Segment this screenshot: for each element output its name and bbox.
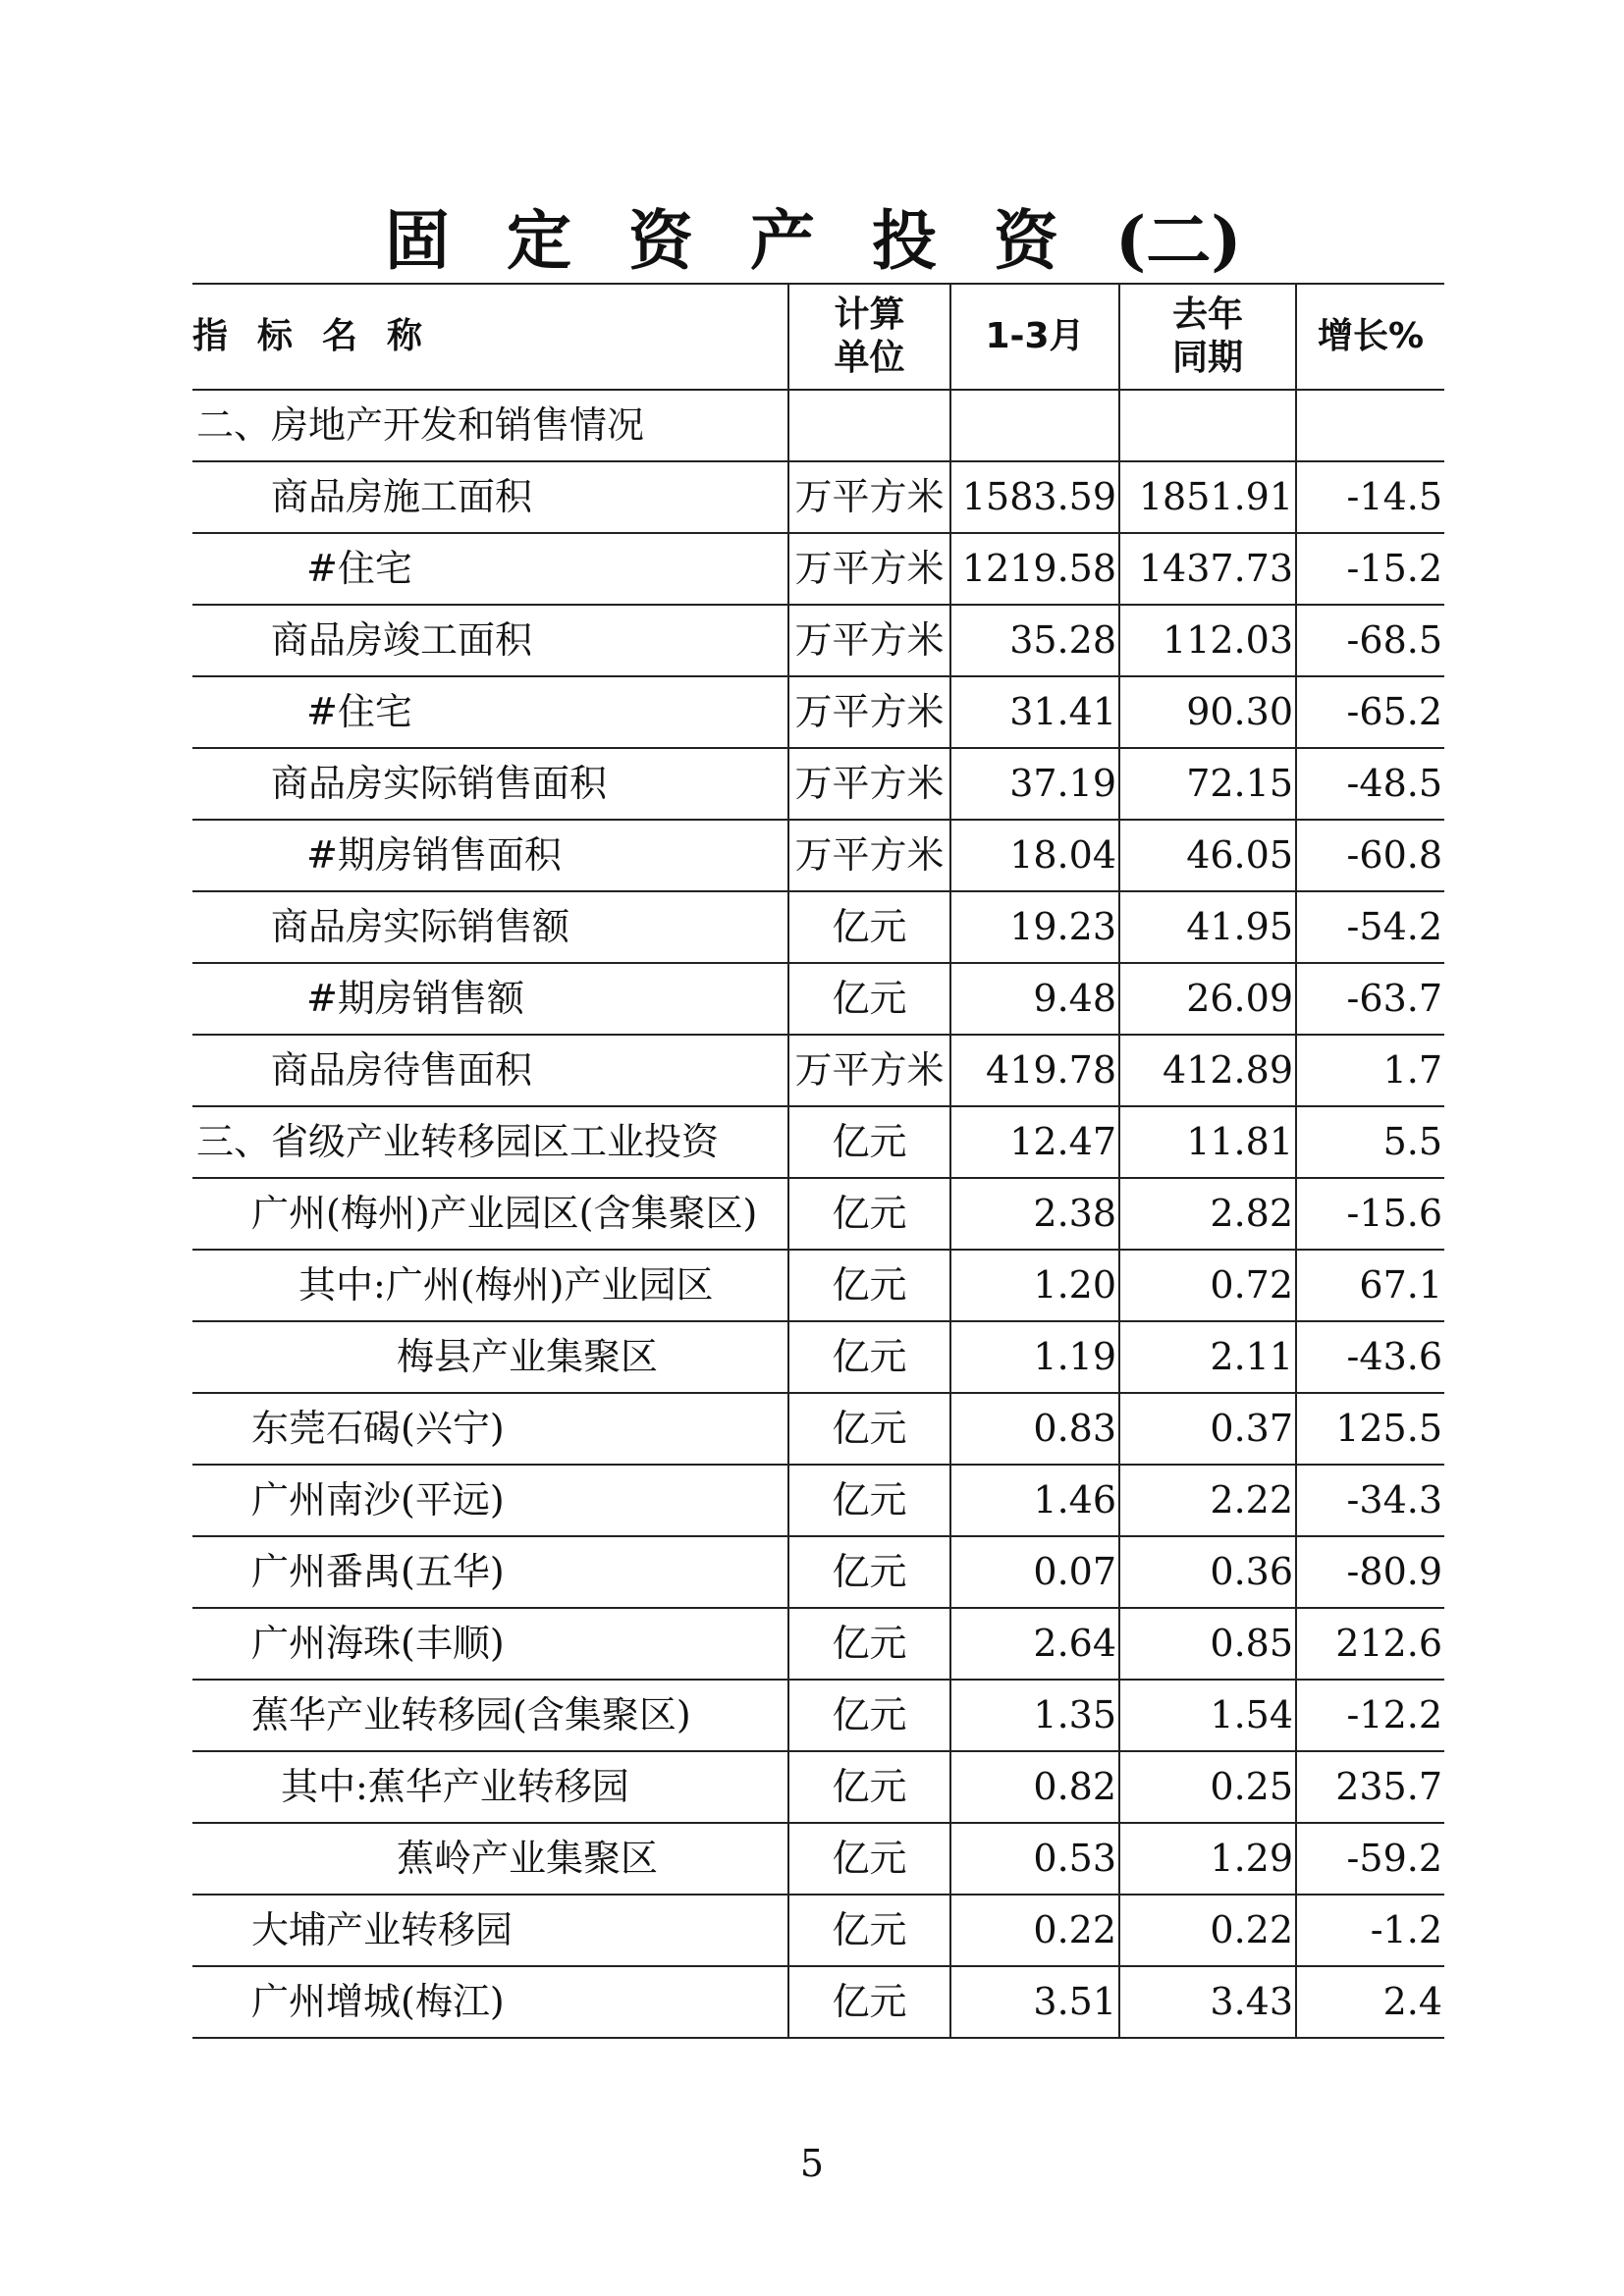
row-unit-cell: 亿元 — [788, 1250, 950, 1321]
row-previous-cell: 412.89 — [1119, 1035, 1296, 1106]
row-previous-cell: 11.81 — [1119, 1106, 1296, 1178]
row-growth-cell: 2.4 — [1296, 1966, 1444, 2038]
table-row — [192, 1966, 1444, 2038]
row-growth-cell: -43.6 — [1296, 1321, 1444, 1393]
row-previous-cell: 90.30 — [1119, 676, 1296, 748]
row-previous-cell: 0.85 — [1119, 1608, 1296, 1680]
table-row — [192, 1680, 1444, 1751]
row-name-cell: 其中:蕉华产业转移园 — [192, 1751, 788, 1823]
row-growth-cell: 5.5 — [1296, 1106, 1444, 1178]
table-row — [192, 676, 1444, 748]
row-unit-cell: 亿元 — [788, 1823, 950, 1895]
row-unit-cell — [788, 390, 950, 461]
row-current-cell: 0.22 — [950, 1895, 1119, 1966]
row-unit-cell: 万平方米 — [788, 533, 950, 605]
row-previous-cell: 1851.91 — [1119, 461, 1296, 533]
row-unit-cell: 万平方米 — [788, 820, 950, 891]
row-unit-cell: 亿元 — [788, 1465, 950, 1536]
row-current-cell: 0.53 — [950, 1823, 1119, 1895]
title-char: 资 — [994, 202, 1058, 279]
row-current-cell: 37.19 — [950, 748, 1119, 820]
row-previous-cell: 2.22 — [1119, 1465, 1296, 1536]
row-name-cell: 商品房施工面积 — [192, 461, 788, 533]
row-unit-cell: 亿元 — [788, 963, 950, 1035]
row-growth-cell: -80.9 — [1296, 1536, 1444, 1608]
title-char: 定 — [507, 202, 571, 279]
row-current-cell: 9.48 — [950, 963, 1119, 1035]
table-header-row — [192, 284, 1444, 390]
header-growth: 增长% — [1296, 284, 1444, 390]
table-row — [192, 1895, 1444, 1966]
page-title — [192, 198, 1459, 283]
table-row — [192, 1608, 1444, 1680]
row-unit-cell: 亿元 — [788, 1393, 950, 1465]
table-row — [192, 1823, 1444, 1895]
row-previous-cell: 0.25 — [1119, 1751, 1296, 1823]
row-current-cell: 1.19 — [950, 1321, 1119, 1393]
row-previous-cell — [1119, 390, 1296, 461]
row-growth-cell: -48.5 — [1296, 748, 1444, 820]
row-name-cell: #住宅 — [192, 533, 788, 605]
row-current-cell: 1.35 — [950, 1680, 1119, 1751]
row-current-cell: 1.46 — [950, 1465, 1119, 1536]
row-name-cell: 商品房待售面积 — [192, 1035, 788, 1106]
row-growth-cell: 67.1 — [1296, 1250, 1444, 1321]
row-unit-cell: 万平方米 — [788, 1035, 950, 1106]
row-growth-cell: -54.2 — [1296, 891, 1444, 963]
table-row — [192, 1751, 1444, 1823]
table-row — [192, 1250, 1444, 1321]
table-row — [192, 748, 1444, 820]
row-unit-cell: 万平方米 — [788, 676, 950, 748]
page-number: 5 — [799, 2142, 825, 2185]
table-row — [192, 1536, 1444, 1608]
header-current: 1-3月 — [950, 284, 1119, 390]
row-unit-cell: 亿元 — [788, 1966, 950, 2038]
row-current-cell: 19.23 — [950, 891, 1119, 963]
row-previous-cell: 0.72 — [1119, 1250, 1296, 1321]
row-growth-cell — [1296, 390, 1444, 461]
row-growth-cell: 212.6 — [1296, 1608, 1444, 1680]
row-unit-cell: 亿元 — [788, 891, 950, 963]
header-previous-line1: 去年 — [1171, 294, 1243, 335]
row-current-cell: 3.51 — [950, 1966, 1119, 2038]
row-current-cell: 2.38 — [950, 1178, 1119, 1250]
row-growth-cell: -14.5 — [1296, 461, 1444, 533]
table-body — [192, 390, 1444, 2038]
row-name-cell: 蕉岭产业集聚区 — [192, 1823, 788, 1895]
row-name-cell: 商品房实际销售额 — [192, 891, 788, 963]
title-char: 资 — [628, 202, 693, 279]
row-previous-cell: 41.95 — [1119, 891, 1296, 963]
row-current-cell: 1.20 — [950, 1250, 1119, 1321]
row-name-cell: #期房销售额 — [192, 963, 788, 1035]
row-name-cell: 广州番禺(五华) — [192, 1536, 788, 1608]
row-growth-cell: -65.2 — [1296, 676, 1444, 748]
row-name-cell: 二、房地产开发和销售情况 — [192, 390, 788, 461]
row-name-cell: 商品房实际销售面积 — [192, 748, 788, 820]
table-row — [192, 1465, 1444, 1536]
table-row — [192, 820, 1444, 891]
row-current-cell: 12.47 — [950, 1106, 1119, 1178]
header-previous — [1119, 284, 1296, 390]
row-unit-cell: 亿元 — [788, 1608, 950, 1680]
title-char: 投 — [872, 202, 937, 279]
row-name-cell: 广州(梅州)产业园区(含集聚区) — [192, 1178, 788, 1250]
table-row — [192, 1106, 1444, 1178]
row-growth-cell: -12.2 — [1296, 1680, 1444, 1751]
row-current-cell: 1219.58 — [950, 533, 1119, 605]
row-unit-cell: 亿元 — [788, 1321, 950, 1393]
row-unit-cell: 亿元 — [788, 1680, 950, 1751]
row-current-cell: 1583.59 — [950, 461, 1119, 533]
row-name-cell: 广州海珠(丰顺) — [192, 1608, 788, 1680]
row-current-cell: 0.82 — [950, 1751, 1119, 1823]
row-current-cell: 419.78 — [950, 1035, 1119, 1106]
row-unit-cell: 亿元 — [788, 1536, 950, 1608]
table-row — [192, 390, 1444, 461]
row-previous-cell: 46.05 — [1119, 820, 1296, 891]
row-current-cell: 0.07 — [950, 1536, 1119, 1608]
row-name-cell: 大埔产业转移园 — [192, 1895, 788, 1966]
row-previous-cell: 72.15 — [1119, 748, 1296, 820]
row-growth-cell: 1.7 — [1296, 1035, 1444, 1106]
header-name: 指标名称 — [192, 284, 788, 390]
row-previous-cell: 3.43 — [1119, 1966, 1296, 2038]
row-unit-cell: 万平方米 — [788, 461, 950, 533]
table-row — [192, 461, 1444, 533]
header-unit — [788, 284, 950, 390]
row-previous-cell: 1.29 — [1119, 1823, 1296, 1895]
header-previous-line2: 同期 — [1171, 338, 1243, 378]
row-previous-cell: 0.22 — [1119, 1895, 1296, 1966]
row-growth-cell: -1.2 — [1296, 1895, 1444, 1966]
row-growth-cell: 235.7 — [1296, 1751, 1444, 1823]
row-current-cell: 2.64 — [950, 1608, 1119, 1680]
row-growth-cell: -15.2 — [1296, 533, 1444, 605]
row-previous-cell: 26.09 — [1119, 963, 1296, 1035]
header-unit-line1: 计算 — [834, 294, 905, 335]
table-row — [192, 1393, 1444, 1465]
row-unit-cell: 亿元 — [788, 1178, 950, 1250]
investment-table — [192, 283, 1444, 2039]
table-row — [192, 605, 1444, 676]
row-unit-cell: 亿元 — [788, 1751, 950, 1823]
row-name-cell: 梅县产业集聚区 — [192, 1321, 788, 1393]
title-char: (二) — [1115, 202, 1242, 279]
row-growth-cell: -60.8 — [1296, 820, 1444, 891]
row-growth-cell: -34.3 — [1296, 1465, 1444, 1536]
table-row — [192, 1035, 1444, 1106]
row-unit-cell: 亿元 — [788, 1106, 950, 1178]
row-name-cell: 商品房竣工面积 — [192, 605, 788, 676]
row-name-cell: #期房销售面积 — [192, 820, 788, 891]
header-unit-line2: 单位 — [834, 338, 905, 378]
row-name-cell: 广州南沙(平远) — [192, 1465, 788, 1536]
row-current-cell: 31.41 — [950, 676, 1119, 748]
table-row — [192, 533, 1444, 605]
row-unit-cell: 万平方米 — [788, 605, 950, 676]
table-row — [192, 1321, 1444, 1393]
table-row — [192, 1178, 1444, 1250]
title-char: 产 — [750, 202, 815, 279]
row-unit-cell: 万平方米 — [788, 748, 950, 820]
row-growth-cell: -68.5 — [1296, 605, 1444, 676]
table-row — [192, 891, 1444, 963]
row-current-cell: 0.83 — [950, 1393, 1119, 1465]
row-name-cell: 广州增城(梅江) — [192, 1966, 788, 2038]
row-growth-cell: -15.6 — [1296, 1178, 1444, 1250]
title-char: 固 — [385, 202, 450, 279]
row-name-cell: 东莞石碣(兴宁) — [192, 1393, 788, 1465]
row-current-cell: 35.28 — [950, 605, 1119, 676]
row-current-cell — [950, 390, 1119, 461]
table-row — [192, 963, 1444, 1035]
row-previous-cell: 112.03 — [1119, 605, 1296, 676]
row-name-cell: 蕉华产业转移园(含集聚区) — [192, 1680, 788, 1751]
row-previous-cell: 2.82 — [1119, 1178, 1296, 1250]
row-growth-cell: -59.2 — [1296, 1823, 1444, 1895]
row-name-cell: 三、省级产业转移园区工业投资 — [192, 1106, 788, 1178]
row-growth-cell: -63.7 — [1296, 963, 1444, 1035]
row-previous-cell: 0.37 — [1119, 1393, 1296, 1465]
row-growth-cell: 125.5 — [1296, 1393, 1444, 1465]
row-unit-cell: 亿元 — [788, 1895, 950, 1966]
row-name-cell: 其中:广州(梅州)产业园区 — [192, 1250, 788, 1321]
row-previous-cell: 1.54 — [1119, 1680, 1296, 1751]
row-previous-cell: 2.11 — [1119, 1321, 1296, 1393]
row-current-cell: 18.04 — [950, 820, 1119, 891]
row-name-cell: #住宅 — [192, 676, 788, 748]
row-previous-cell: 0.36 — [1119, 1536, 1296, 1608]
row-previous-cell: 1437.73 — [1119, 533, 1296, 605]
